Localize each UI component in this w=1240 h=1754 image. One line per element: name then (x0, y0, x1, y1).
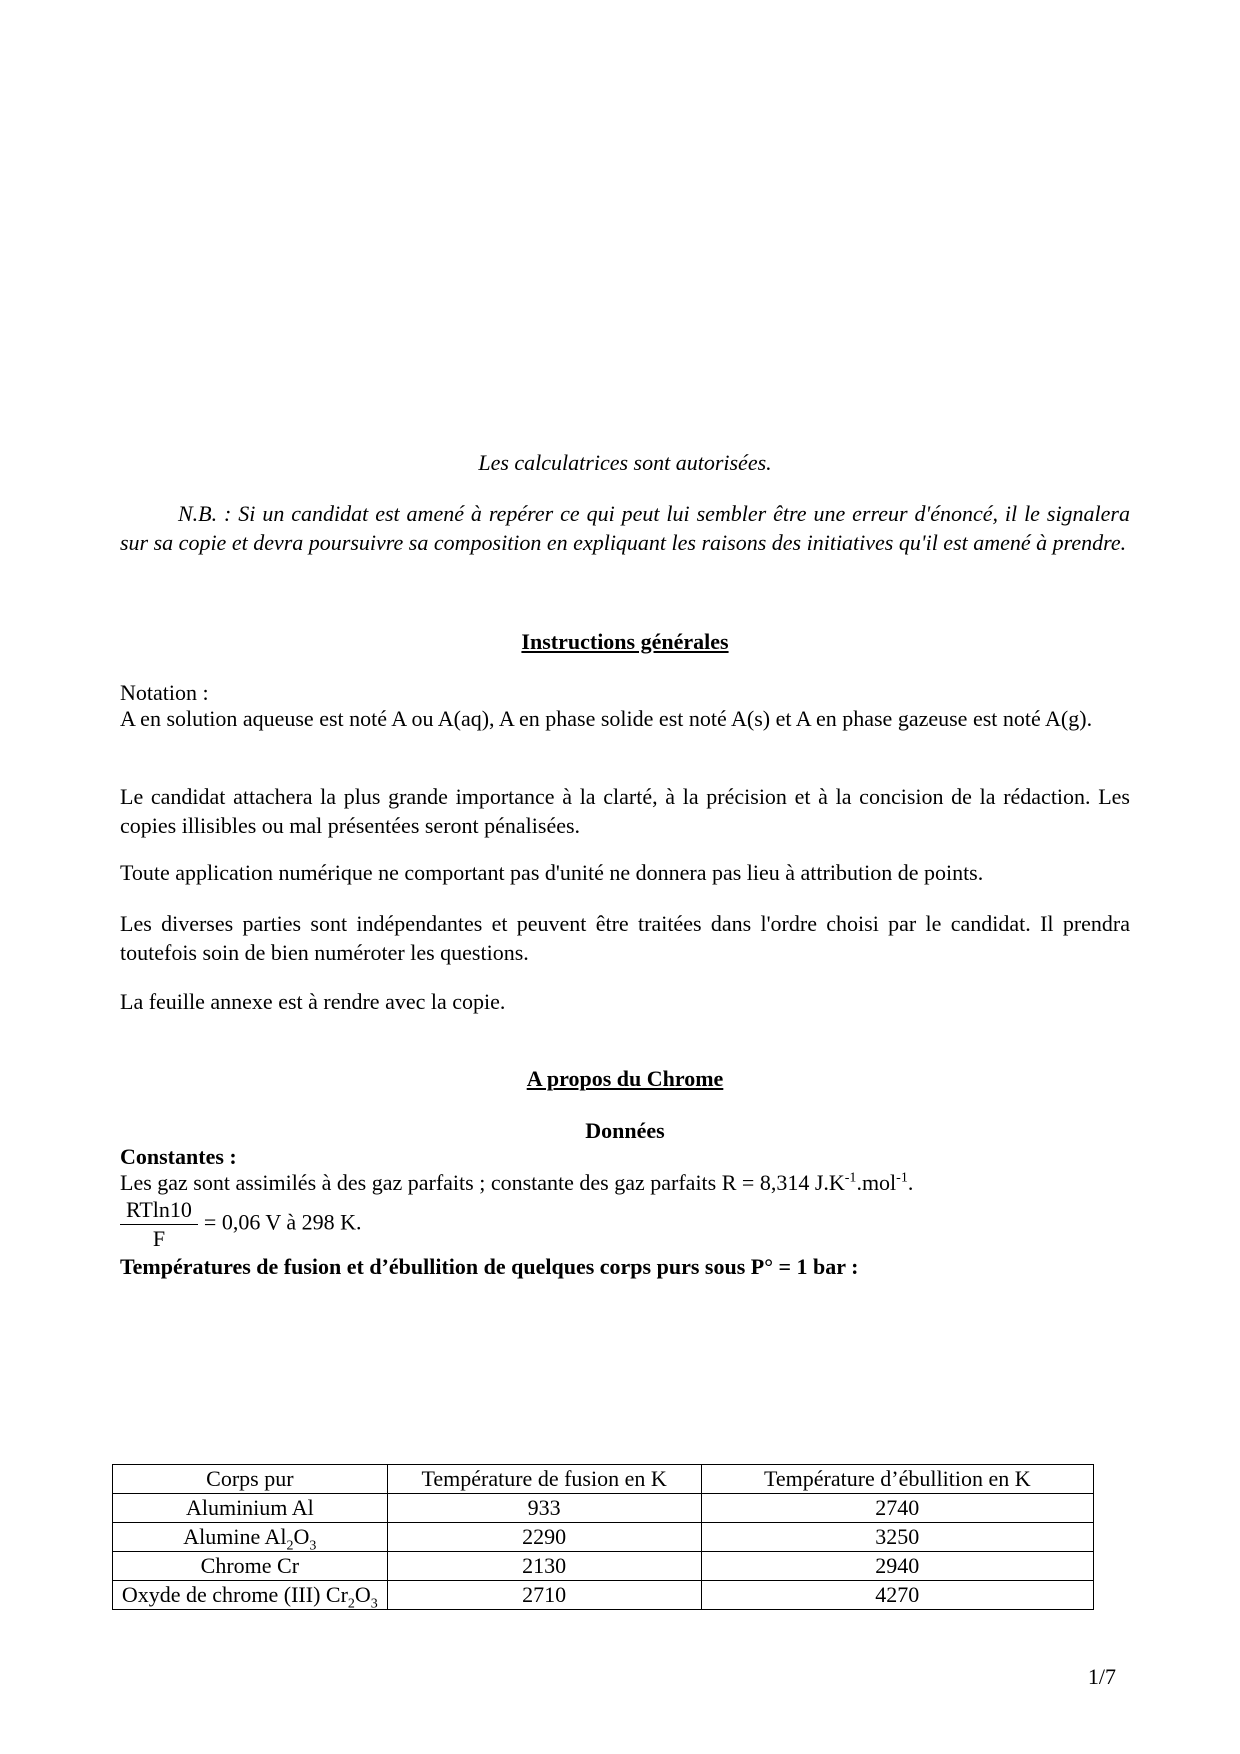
table-cell: 2940 (701, 1552, 1093, 1581)
nernst-formula (120, 1196, 1130, 1253)
formula-part: Alumine Al (183, 1524, 287, 1549)
annex-paragraph: La feuille annexe est à rendre avec la copie. (120, 989, 506, 1014)
table-cell (113, 1523, 388, 1552)
gas-end: . (907, 1170, 914, 1195)
formula-part: O (354, 1582, 371, 1607)
data-title: Données (585, 1118, 665, 1143)
units-paragraph: Toute application numérique ne comportant pas d'unité ne donnera pas lieu à attribution de points. (120, 860, 984, 885)
temperatures-table (112, 1464, 1094, 1610)
table-cell: 2130 (387, 1552, 701, 1581)
fraction (120, 1196, 198, 1253)
formula-subscript: 3 (370, 1596, 378, 1612)
formula-subscript: 2 (286, 1538, 294, 1554)
notation-text: A en solution aqueuse est noté A ou A(aq), A en phase solide est noté A(s) et A en phase gazeuse est noté A(g). (120, 706, 1093, 731)
gas-exp-2: -1 (896, 1170, 908, 1186)
table-row (113, 1581, 1094, 1610)
section-title: A propos du Chrome (526, 1066, 724, 1091)
gas-constant-line (120, 1168, 1130, 1197)
table-cell: 2290 (387, 1523, 701, 1552)
table-header: Température d’ébullition en K (701, 1465, 1093, 1494)
table-row (113, 1494, 1094, 1523)
parts-paragraph: Les diverses parties sont indépendantes et peuvent être traitées dans l'ordre choisi par le candidat. Il prendra toutefois soin de bien numéroter les questions. (120, 911, 1130, 965)
table-cell: 4270 (701, 1581, 1093, 1610)
table-cell: 2740 (701, 1494, 1093, 1523)
table-header: Température de fusion en K (387, 1465, 701, 1494)
nb-paragraph: N.B. : Si un candidat est amené à repérer ce qui peut lui sembler être une erreur d'énoncé, il le signalera sur sa copie et devra poursuivre sa composition en expliquant les raisons des initiatives qu'il est amené à prendre. (120, 501, 1130, 555)
temperatures-title: Températures de fusion et d’ébullition de quelques corps purs sous P° = 1 bar : (120, 1254, 859, 1279)
gas-exp-1: -1 (844, 1170, 857, 1186)
table-cell: 3250 (701, 1523, 1093, 1552)
page-number: 1/7 (1087, 1664, 1116, 1689)
table-row (113, 1523, 1094, 1552)
gas-mid: .mol (856, 1170, 897, 1195)
table-cell: Chrome Cr (113, 1552, 388, 1581)
table-cell: 2710 (387, 1581, 701, 1610)
formula-part: Oxyde de chrome (III) Cr (121, 1582, 348, 1607)
fraction-denominator: F (152, 1226, 166, 1251)
table-header: Corps pur (113, 1465, 388, 1494)
clarity-paragraph: Le candidat attachera la plus grande importance à la clarté, à la précision et à la concision de la rédaction. Les copies illisibles ou mal présentées seront pénalisées. (120, 784, 1130, 838)
formula-subscript: 2 (347, 1596, 355, 1612)
formula-subscript: 3 (309, 1538, 317, 1554)
gas-text: Les gaz sont assimilés à des gaz parfaits ; constante des gaz parfaits R = 8,314 J.K (120, 1170, 845, 1195)
formula-part: O (293, 1524, 310, 1549)
table-header-row (113, 1465, 1094, 1494)
calculators-note: Les calculatrices sont autorisées. (478, 450, 772, 475)
table-cell: 933 (387, 1494, 701, 1523)
table-row (113, 1552, 1094, 1581)
constants-label: Constantes : (120, 1144, 237, 1169)
table-cell (113, 1581, 388, 1610)
notation-label: Notation : (120, 680, 209, 705)
fraction-numerator: RTln10 (120, 1196, 198, 1225)
table-cell: Aluminium Al (113, 1494, 388, 1523)
instructions-title: Instructions générales (521, 629, 729, 654)
formula-rest: = 0,06 V à 298 K. (203, 1209, 362, 1235)
document-page (120, 0, 1130, 1754)
